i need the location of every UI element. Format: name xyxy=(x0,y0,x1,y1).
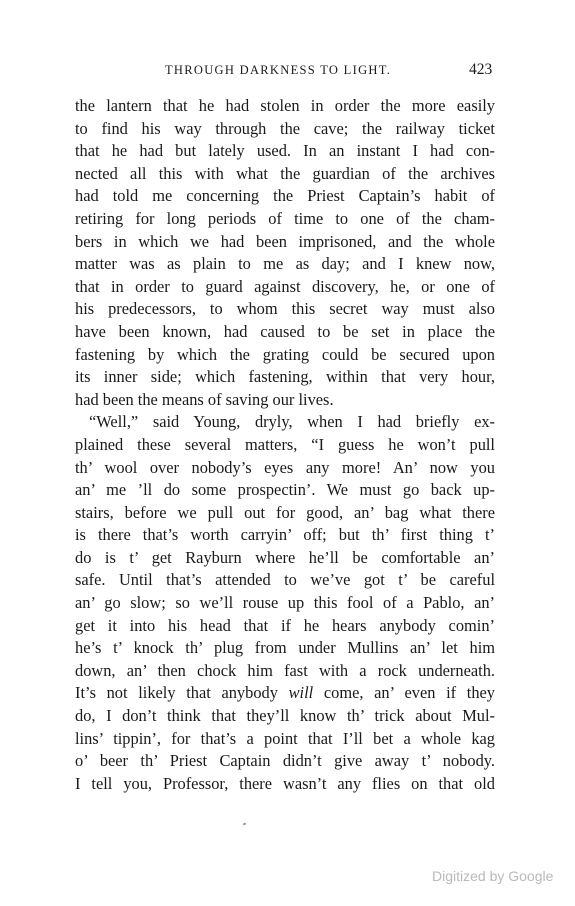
text-line: his predecessors, to whom this secret way must also xyxy=(75,299,495,319)
scan-speck xyxy=(243,822,247,825)
text-line: an’ me ’ll do some prospectin’. We must go back up- xyxy=(75,480,495,500)
text-line: an’ go slow; so we’ll rouse up this fool of a Pablo, an’ xyxy=(75,593,495,613)
text-line: do is t’ get Rayburn where he’ll be comfortable an’ xyxy=(75,547,495,567)
text-line: he’s t’ knock th’ plug from under Mullins an’ let him xyxy=(75,638,495,658)
page-number: 423 xyxy=(469,61,493,78)
text-line: fastening by which the grating could be secured upon xyxy=(75,344,495,364)
text-line: “Well,” said Young, dryly, when I had briefly ex- xyxy=(89,412,495,432)
text-line: that he had but lately used. In an instant I had con- xyxy=(75,141,495,161)
text-line: It’s not likely that anybody will come, an’ even if they xyxy=(75,683,495,703)
running-title: THROUGH DARKNESS TO LIGHT. xyxy=(165,63,392,77)
text-line: had told me concerning the Priest Captain’s habit of xyxy=(75,186,495,206)
text-line: have been known, had caused to be set in place the xyxy=(75,321,495,341)
text-line: stairs, before we pull out for good, an’ bag what there xyxy=(75,502,495,522)
text-line: I tell you, Professor, there wasn’t any flies on that old xyxy=(75,773,495,793)
text-line: its inner side; which fastening, within that very hour, xyxy=(75,367,495,387)
body-text xyxy=(75,95,495,795)
digitized-watermark: Digitized by Google xyxy=(432,868,554,884)
text-line: the lantern that he had stolen in order the more easily xyxy=(75,96,495,115)
text-line: plained these several matters, “I guess he won’t pull xyxy=(75,434,495,454)
emphasis: will xyxy=(288,683,314,703)
text-line: retiring for long periods of time to one of the cham- xyxy=(75,208,495,228)
text-line: nected all this with what the guardian of the archives xyxy=(75,163,495,183)
text-line: to find his way through the cave; the railway ticket xyxy=(75,118,495,138)
text-line: down, an’ then chock him fast with a rock underneath. xyxy=(75,660,495,680)
text-line: is there that’s worth carryin’ off; but th’ first thing t’ xyxy=(75,525,495,545)
text-line: that in order to guard against discovery, he, or one of xyxy=(75,276,495,296)
text-line: o’ beer th’ Priest Captain didn’t give away t’ nobody. xyxy=(75,751,495,771)
running-header xyxy=(0,63,575,83)
text-line: do, I don’t think that they’ll know th’ trick about Mul- xyxy=(75,706,495,726)
text-line: lins’ tippin’, for that’s a point that I’ll bet a whole kag xyxy=(75,728,495,748)
text-line: th’ wool over nobody’s eyes any more! An’ now you xyxy=(75,457,495,477)
text-line: safe. Until that’s attended to we’ve got t’ be careful xyxy=(75,570,495,590)
text-line: had been the means of saving our lives. xyxy=(75,389,334,409)
text-line: matter was as plain to me as day; and I knew now, xyxy=(75,254,495,274)
text-line: get it into his head that if he hears anybody comin’ xyxy=(75,615,495,635)
text-line: bers in which we had been imprisoned, and the whole xyxy=(75,231,495,251)
